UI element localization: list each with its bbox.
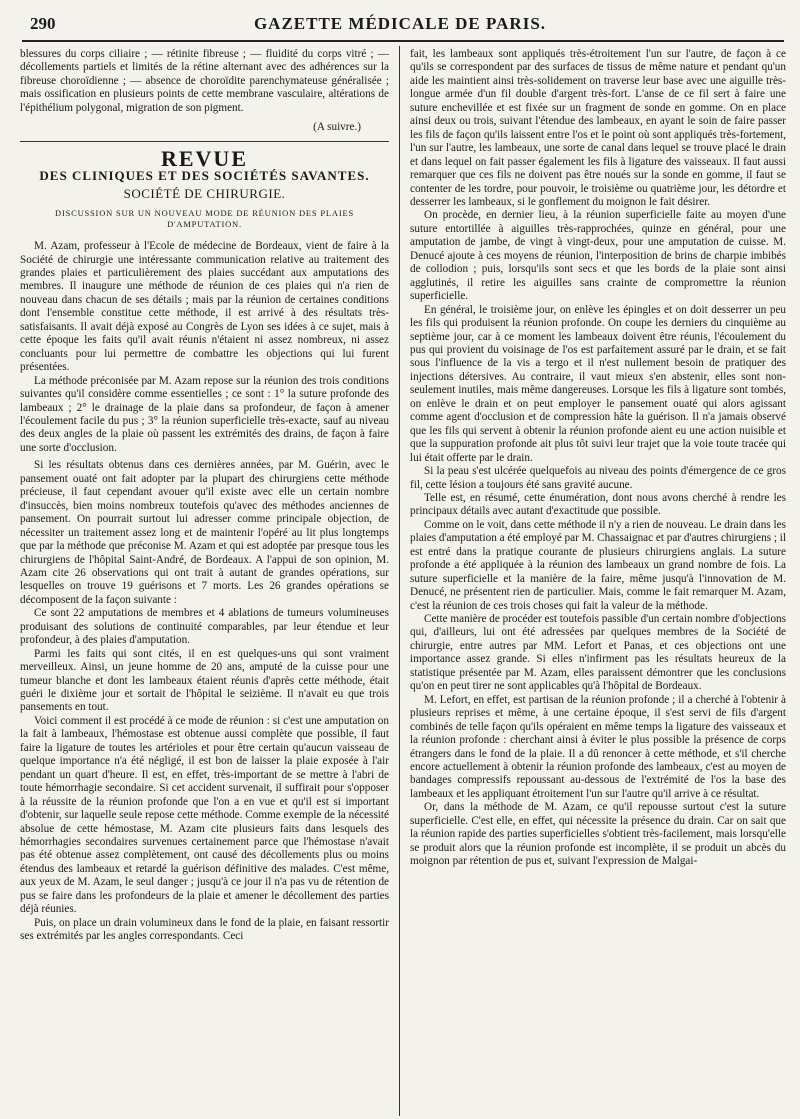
article-paragraph: M. Azam, professeur à l'Ecole de médecine de Bordeaux, vient de faire à la Société de chirurgie une intéressante communication relative au traitement des grandes plaies et particulièrement des plaies succédant aux amputations des membres. Il inaugure une méthode de réunion de ces plaies qui n'a rien de nouveau dans chacun de ses détails ; mais par la réunion de certaines conditions dont l'ensemble constitue cette méthode, il est arrivé à des résultats très-satisfaisants. Il avait déjà exposé au Congrès de Lyon ses idées à ce sujet, mais à cette époque les faits qu'il avait réunis n'étaient ni assez nombreux, ni assez concluants pour lui permettre de combattre les objections qui lui furent présentées. bbox=[20, 240, 389, 374]
header-rule bbox=[22, 40, 784, 42]
discussion-heading: DISCUSSION SUR UN NOUVEAU MODE DE RÉUNION DES PLAIES D'AMPUTATION. bbox=[55, 208, 354, 230]
right-column bbox=[410, 48, 786, 869]
article-paragraph: Voici comment il est procédé à ce mode de réunion : si c'est une amputation on la fait à lambeaux, l'hémostase est obtenue aussi complète que possible, il faut faire la ligature de toutes les artérioles et pour être certain qu'aucun vaisseau de quelque importance n'a été négligé, il est bon de laisser la plaie exposée à l'air pendant un quart d'heure. Il est, en effet, très-important de se mettre à l'abri de toute hémorrhagie secondaire. Si cet accident survenait, il suffirait pour s'opposer à la réussite de la réunion profonde que l'on a en vue et qu'il est si important d'obtenir, sur laquelle seule repose cette méthode. Comme exemple de la nécessité absolue de cette hémostase, M. Azam cite plusieurs faits dans lesquels des hémorrhagies secondaires survenues certainement parce que l'hémostase n'avait pas été obtenue assez complètement, ont causé des décollements plus ou moins étendus des lambeaux et retardé la guérison définitive des malades. C'est même, aux yeux de M. Azam, le seul danger ; jusqu'à ce jour il n'a pas vu de rétention de pus se faire dans les profondeurs de la plaie et amener le décollement des parties déjà réunies. bbox=[20, 714, 389, 916]
intro-paragraph: blessures du corps ciliaire ; — rétinite fibreuse ; — fluidité du corps vitré ; — décollements partiels et limités de la rétine alternant avec des adhérences sur la fibreuse choroïdienne ; — absence de choroïdite parenchymateuse généralisée ; mais ossification en plusieurs points de cette membrane vasculaire, altérations de l'épithélium polygonal, migration de son pigment. bbox=[20, 48, 389, 114]
article-paragraph: La méthode préconisée par M. Azam repose sur la réunion des trois conditions suivantes qu'il considère comme essentielles ; ce sont : 1° la suture profonde des lambeaux ; 2° le drainage de la plaie dans sa profondeur, de façon à amener l'écoulement facile du pus ; 3° la réunion superficielle très-exacte, sauf au niveau des deux angles de la plaie où passent les extrémités des drains, de façon à faire une sorte d'occlusion. bbox=[20, 374, 389, 454]
section-separator bbox=[20, 141, 389, 142]
section-title: REVUE bbox=[160, 145, 248, 171]
section-subtitle: DES CLINIQUES ET DES SOCIÉTÉS SAVANTES. bbox=[39, 168, 370, 184]
article-paragraph: Si la peau s'est ulcérée quelquefois au niveau des points d'émergence de ce gros fil, cette lésion a toujours été sans gravité aucune. bbox=[410, 465, 786, 491]
article-paragraph: Puis, on place un drain volumineux dans le fond de la plaie, en faisant ressortir ses extrémités par les angles correspondants. Ceci bbox=[20, 916, 389, 943]
article-paragraph: On procède, en dernier lieu, à la réunion superficielle faite au moyen d'une suture entortillée à aiguilles très-rapprochées, quinze en général, pour une amputation de jambe, de vingt à vingt-deux, pour une amputation de cuisse. M. Denucé ajoute à ces moyens de réunion, l'interposition de brins de charpie imbibés de collodion ; puis, lorsqu'ils sont secs et que les bords de la plaie sont ainsi agglutinés, il retire les aiguilles sans crainte de compromettre la réunion superficielle. bbox=[410, 209, 786, 303]
page-number: 290 bbox=[30, 14, 56, 33]
article-paragraph: Si les résultats obtenus dans ces dernières années, par M. Guérin, avec le pansement ouaté ont fait adopter par la plupart des chirurgiens cette méthode précieuse, il faut cependant avouer qu'il existe avec elle un certain nombre d'insuccès, bien moins nombreux toutefois qu'avec des méthodes anciennes de pansement. On pourrait surtout lui adresser comme principale objection, de nécessiter un traitement assez long et de maintenir l'opéré au lit plus longtemps que par la méthode que préconise M. Azam et qui est adoptée par presque tous les chirurgiens de l'hôpital Saint-André, de Bordeaux. A l'appui de son opinion, M. Azam cite 26 observations qui ont trait à autant de grandes opérations, sur lesquelles on trouve 19 guérisons et 7 morts. Les 26 grandes opérations se décomposent de la façon suivante : bbox=[20, 459, 389, 606]
society-heading: SOCIÉTÉ DE CHIRURGIE. bbox=[123, 185, 286, 201]
article-paragraph: Ce sont 22 amputations de membres et 4 ablations de tumeurs volumineuses produisant des solutions de continuité comparables, par leur étendue et leur profondeur, à des plaies d'amputation. bbox=[20, 607, 389, 647]
article-paragraph: fait, les lambeaux sont appliqués très-étroitement l'un sur l'autre, de façon à ce qu'ils se correspondent par des surfaces de tissus de même nature et pendant qu'un aide les maintient ainsi très-solidement on traverse leur base avec une aiguille très-longue armée d'un fil double d'argent très-fort. L'anse de ce fil sert à faire une suture enchevillée et est fixée sur un fragment de sonde en gomme. On en place ainsi deux ou trois, suivant l'étendue des lambeaux, en ayant le soin de faire passer les fils de façon qu'ils laissent entre l'os et le point où sont appliqués très-fortement, l'un sur l'autre, les lambeaux, une sorte de canal dans lequel se trouve placé le drain et dans lequel on fait passer également les fils à ligature des vaisseaux. Il faut aussi remarquer que ces fils ne doivent pas être noués sur la sonde en gomme, il faut se contenter de les tordre, pour pouvoir, le troisième ou quatrième jour, les détordre et desserrer les lambeaux, si le gonflement du moignon le fait désirer. bbox=[410, 48, 786, 208]
journal-title: GAZETTE MÉDICALE DE PARIS. bbox=[253, 14, 547, 33]
article-paragraph: Cette manière de procéder est toutefois passible d'un certain nombre d'objections qui, d'ailleurs, lui ont été adressées par quelques membres de la Société de chirurgie, entre autres par MM. Lefort et Panas, et ces objections ont une importance assez grande. Si elles n'infirment pas les résultats heureux de la statistique présentée par M. Azam, elles paraissent démontrer que les conclusions qu'on en peut tirer ne sont applicables qu'à l'hôpital de Bordeaux. bbox=[410, 613, 786, 693]
article-paragraph: Telle est, en résumé, cette énumération, dont nous avons cherché à rendre les principaux détails avec autant d'exactitude que possible. bbox=[410, 491, 786, 518]
article-paragraph: Or, dans la méthode de M. Azam, ce qu'il repousse surtout c'est la suture superficielle. C'est elle, en effet, qui nécessite la présence du drain. Car on sait que la réunion rapide des parties superficielles s'obtient très-facilement, mais lorsqu'elle se produit alors que la réunion profonde est incomplète, il se produit un abcès du moignon par rétention de pus et, suivant l'expression de Malgai- bbox=[410, 801, 786, 868]
to-be-continued: (A suivre.) bbox=[313, 121, 361, 134]
article-paragraph: En général, le troisième jour, on enlève les épingles et on doit desserrer un peu les fils qui produisent la réunion profonde. On coupe les derniers du cinquième au septième jour, car à ce moment les lambeaux doivent être réunis, l'écoulement du pus qui provient du voisinage de l'os est parfaitement assuré par le drain, et se fait sous l'influence de la vis a tergo et il n'est nullement besoin de pratiquer des injections détersives. Au contraire, il vaut mieux s'en abstenir, elles sont non-seulement inutiles, mais même dangereuses. Lorsque les fils à ligature sont tombés, on enlève le drain et on peut employer le pansement ouaté qui alors agissant comme agent d'occlusion et de compression hâte la guérison. Il n'a jamais observé que les fils qui servent à obtenir la réunion profonde aient eu une action nuisible et que la suppuration profonde ait plus tôt suivi leur trajet que la voie toute tracée qui lui était offerte par le drain. bbox=[410, 303, 786, 464]
column-divider bbox=[399, 46, 400, 1116]
article-paragraph: M. Lefort, en effet, est partisan de la réunion profonde ; il a cherché à l'obtenir à plusieurs reprises et même, à une certaine époque, il s'est servi de fils d'argent combinés de telle façon qu'ils opéraient en même temps la ligature des vaisseaux et la réunion profonde : cherchant ainsi à éviter le plus possible la présence de corps étrangers dans le fond de la plaie. Il a dû renoncer à cette méthode, et s'il cherche encore actuellement à obtenir la réunion profonde des lambeaux, c'est au moyen de bandages compressifs repoussant au-dessous de l'extrémité de l'os la base des lambeaux et les appliquant étroitement l'un sur l'autre qu'il arrive à ce résultat. bbox=[410, 693, 786, 800]
article-paragraph: Parmi les faits qui sont cités, il en est quelques-uns qui sont vraiment merveilleux. Ainsi, un jeune homme de 20 ans, amputé de la cuisse pour une tumeur blanche et dont les lambeaux étaient réunis d'après cette méthode, était guéri le dixième jour et sortait de l'hôpital le seizième. Il n'avait eu que trois pansements en tout. bbox=[20, 647, 389, 714]
article-paragraph: Comme on le voit, dans cette méthode il n'y a rien de nouveau. Le drain dans les plaies d'amputation a été employé par M. Chassaignac et par d'autres chirurgiens ; il est entré dans la pratique courante de plusieurs chirurgiens anglais. La suture profonde a été appliquée à la réunion des lambeaux un grand nombre de fois. La suture superficielle et la manière de la faire, même jusqu'à l'innovation de M. Denucé, ne présentent rien de particulier. Mais, comme le fait remarquer M. Azam, c'est la réunion de ces trois choses qui fait la valeur de la méthode. bbox=[410, 518, 787, 612]
page-header bbox=[0, 0, 800, 44]
left-column bbox=[20, 48, 389, 944]
